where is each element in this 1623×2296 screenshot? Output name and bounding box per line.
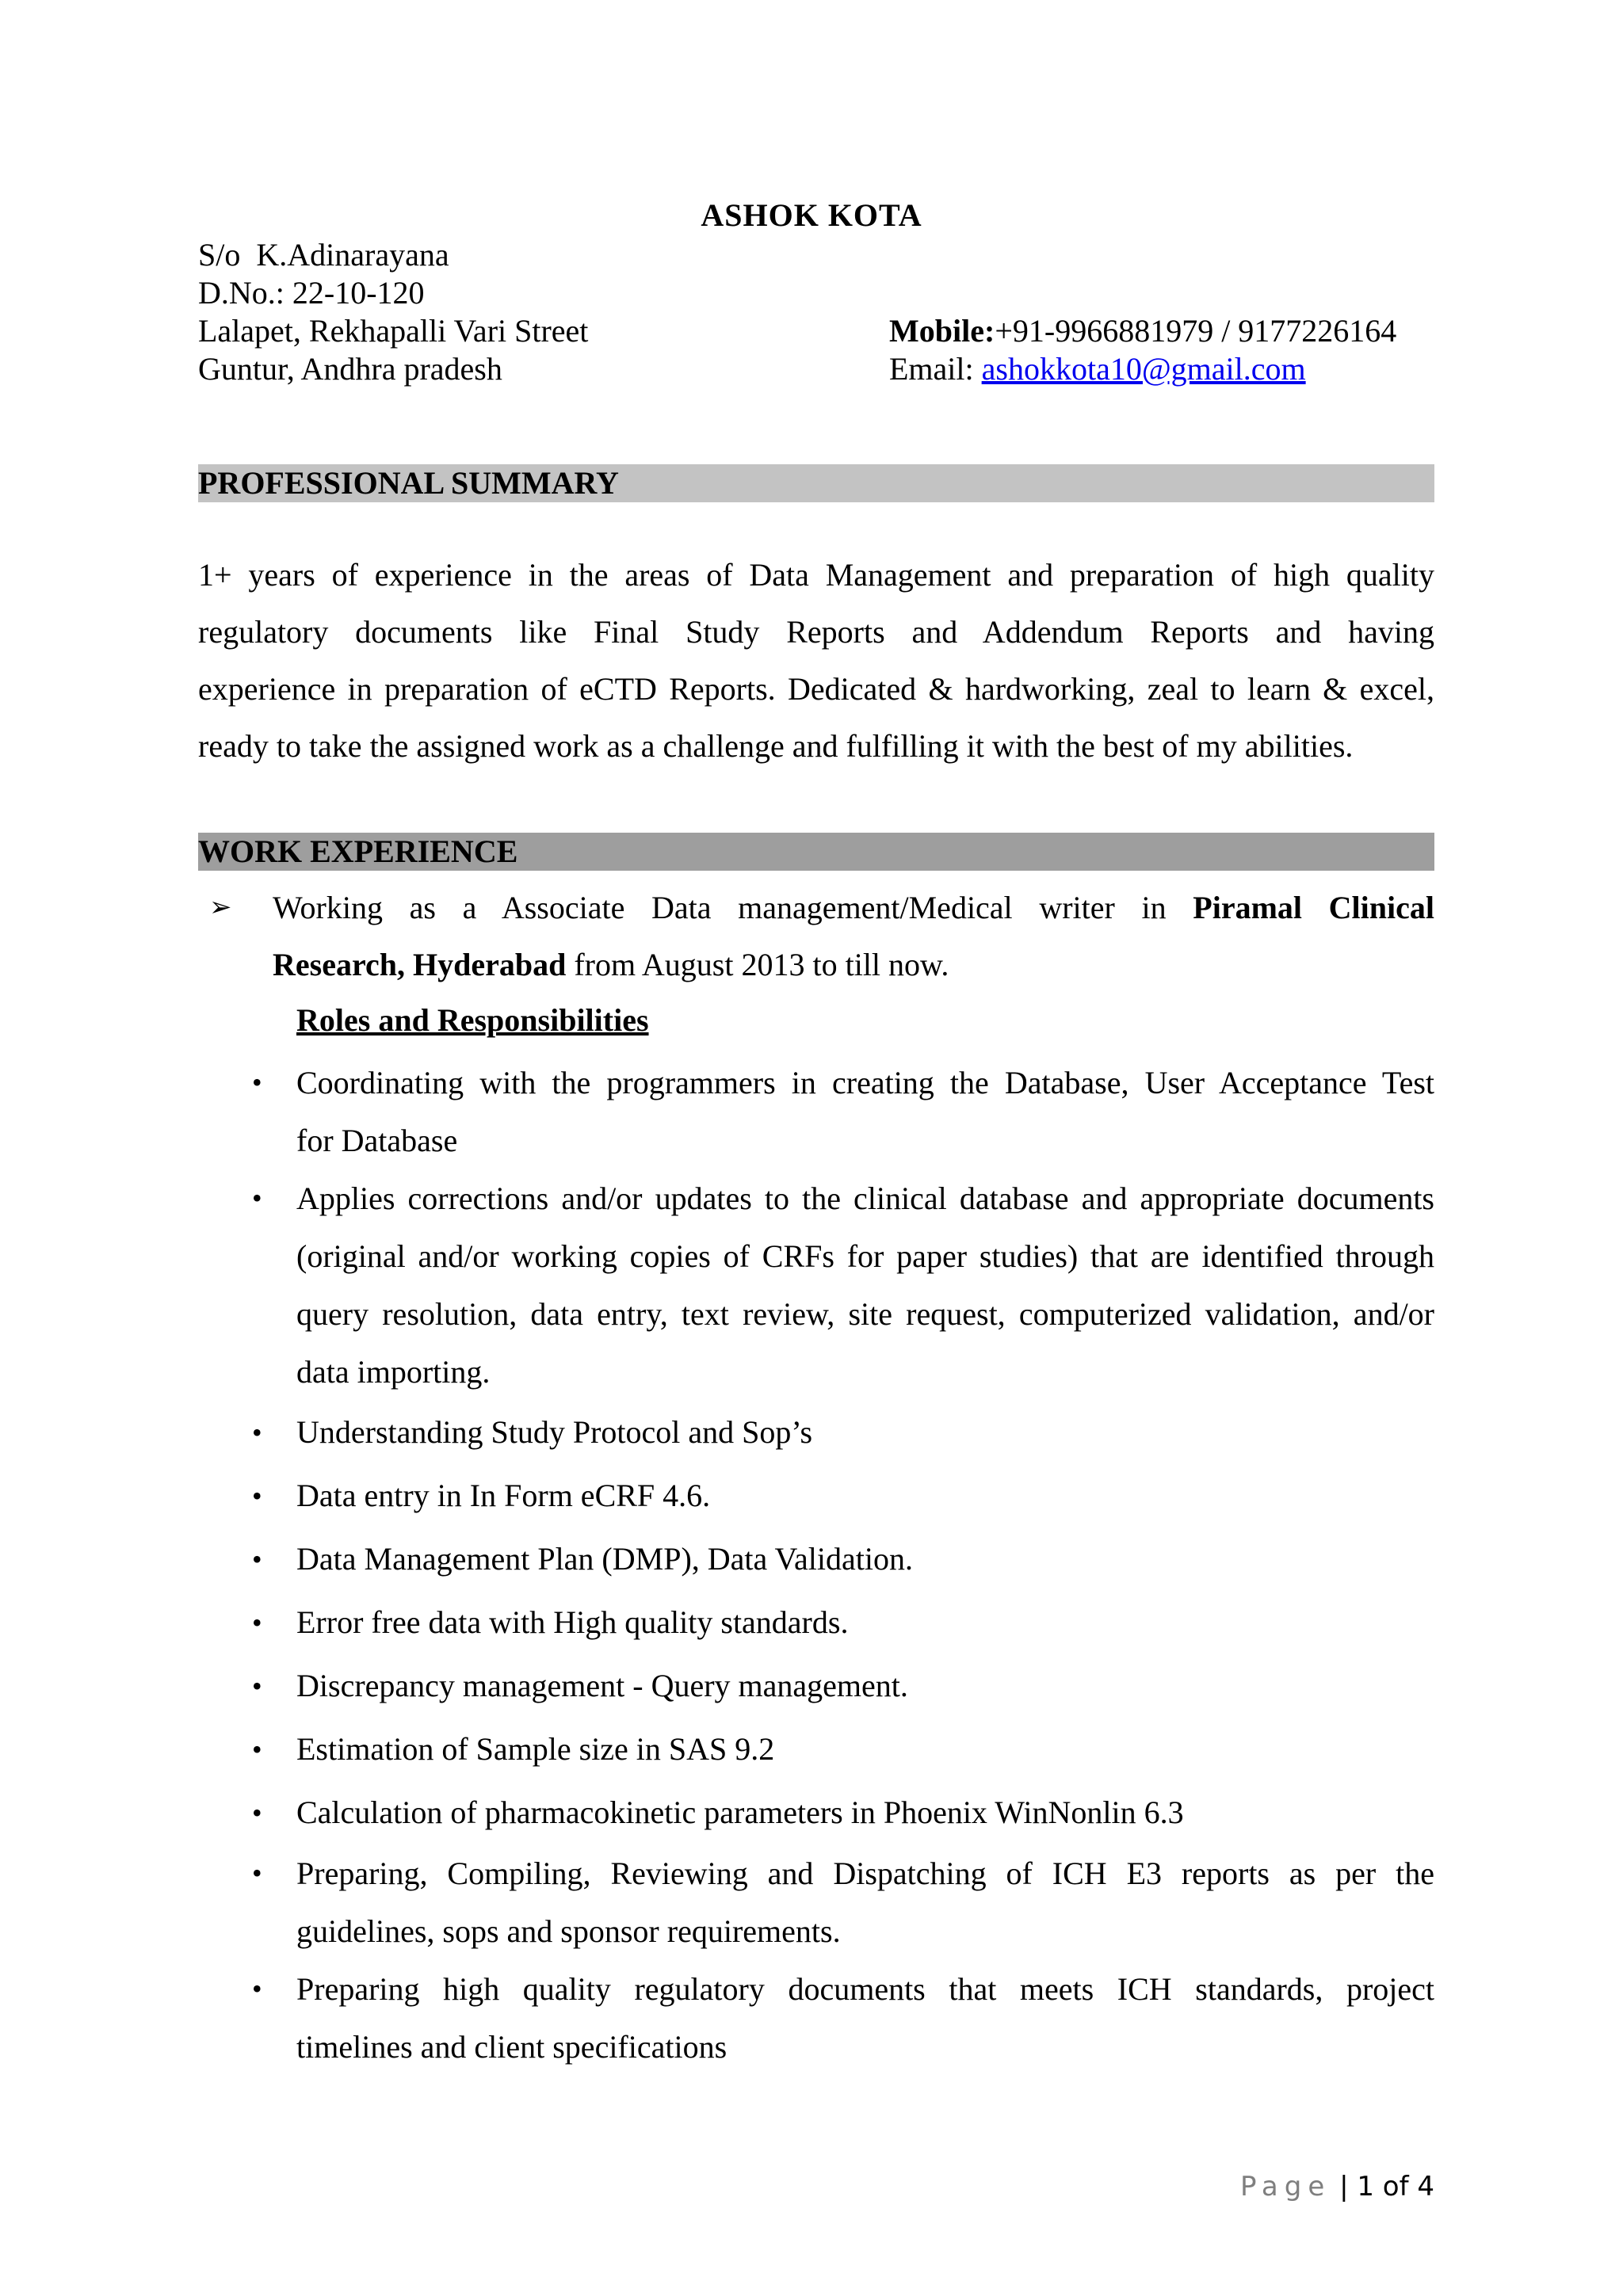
bullet-icon: • <box>252 1733 262 1765</box>
responsibility-line: query resolution, data entry, text review, site request, computerized validation, and/or <box>296 1296 1434 1332</box>
bullet-icon: • <box>252 1857 262 1889</box>
address-line-3: Lalapet, Rekhapalli Vari Street <box>198 313 589 349</box>
page-footer <box>1240 2171 1434 2203</box>
work-experience-heading: WORK EXPERIENCE <box>198 833 1434 871</box>
responsibility-item <box>198 1464 1434 1527</box>
experience-line-1 <box>198 879 1434 936</box>
bullet-icon: • <box>252 1417 262 1448</box>
responsibility-item <box>198 1654 1434 1718</box>
responsibility-line: timelines and client specifications <box>296 2029 727 2065</box>
company-name-part-2: Research, Hyderabad <box>273 947 567 982</box>
responsibility-line: data importing. <box>296 1354 491 1390</box>
address-line-4: Guntur, Andhra pradesh <box>198 351 502 387</box>
mobile-contact <box>889 312 1396 350</box>
responsibility-line: Preparing high quality regulatory documents that meets ICH standards, project <box>296 1971 1434 2007</box>
responsibility-line: Preparing, Compiling, Reviewing and Dispatching of ICH E3 reports as per the <box>296 1855 1434 1891</box>
address-line-1: S/o K.Adinarayana <box>198 237 449 273</box>
experience-entry <box>198 879 1434 994</box>
bullet-icon: • <box>252 1480 262 1512</box>
responsibility-item <box>198 1527 1434 1591</box>
responsibility-item <box>198 1844 1434 1960</box>
responsibility-item <box>198 1169 1434 1401</box>
responsibility-line: (original and/or working copies of CRFs for paper studies) that are identified through <box>296 1238 1434 1274</box>
responsibilities-list <box>198 1054 1434 2076</box>
bullet-icon: • <box>252 1607 262 1638</box>
experience-period: from August 2013 to till now. <box>566 947 949 982</box>
responsibility-item <box>198 1960 1434 2076</box>
responsibility-line: Estimation of Sample size in SAS 9.2 <box>296 1731 775 1767</box>
summary-line: experience in preparation of eCTD Reports. Dedicated & hardworking, zeal to learn & excel, <box>198 671 1434 707</box>
company-name-part-1: Piramal Clinical <box>1193 890 1434 925</box>
responsibility-item <box>198 1718 1434 1781</box>
responsibility-line: Calculation of pharmacokinetic parameters in Phoenix WinNonlin 6.3 <box>296 1794 1184 1830</box>
responsibility-line: Data entry in In Form eCRF 4.6. <box>296 1478 711 1513</box>
bullet-icon: • <box>252 1973 262 2004</box>
summary-line: regulatory documents like Final Study Reports and Addendum Reports and having <box>198 614 1434 650</box>
bullet-icon: • <box>252 1797 262 1829</box>
responsibility-item <box>198 1401 1434 1464</box>
page-separator: | <box>1331 2171 1358 2203</box>
experience-line-2 <box>198 936 1434 994</box>
mobile-value: +91-9966881979 / 9177226164 <box>995 313 1397 349</box>
mobile-label: Mobile: <box>889 313 995 349</box>
responsibility-line: Coordinating with the programmers in creating the Database, User Acceptance Test <box>296 1065 1434 1100</box>
bullet-icon: • <box>252 1182 262 1214</box>
bullet-icon: • <box>252 1670 262 1702</box>
responsibility-line: for Database <box>296 1123 458 1158</box>
email-contact <box>889 350 1306 388</box>
page-number: 1 of 4 <box>1357 2171 1434 2203</box>
summary-line: 1+ years of experience in the areas of Data Management and preparation of high quality <box>198 557 1434 593</box>
responsibility-line: Data Management Plan (DMP), Data Validation. <box>296 1541 913 1577</box>
arrow-bullet-icon: ➢ <box>209 893 232 922</box>
responsibility-line: Discrepancy management - Query management. <box>296 1668 908 1703</box>
responsibility-line: Error free data with High quality standards. <box>296 1604 849 1640</box>
email-label: Email: <box>889 351 982 387</box>
responsibility-line: Understanding Study Protocol and Sop’s <box>296 1414 813 1450</box>
responsibility-item <box>198 1054 1434 1169</box>
responsibility-item <box>198 1781 1434 1844</box>
responsibility-line: guidelines, sops and sponsor requirements. <box>296 1913 841 1949</box>
responsibility-line: Applies corrections and/or updates to the clinical database and appropriate documents <box>296 1180 1434 1216</box>
summary-line: ready to take the assigned work as a challenge and fulfilling it with the best of my abilities. <box>198 728 1354 764</box>
bullet-icon: • <box>252 1066 262 1098</box>
bullet-icon: • <box>252 1543 262 1575</box>
candidate-name: ASHOK KOTA <box>701 197 922 233</box>
address-line-2: D.No.: 22-10-120 <box>198 275 425 311</box>
roles-heading: Roles and Responsibilities <box>296 1002 649 1038</box>
page-word: Page <box>1239 2171 1331 2203</box>
experience-role-text: Working as a Associate Data management/Medical writer in <box>273 890 1193 925</box>
responsibility-item <box>198 1591 1434 1654</box>
professional-summary-text <box>198 547 1434 775</box>
professional-summary-heading: PROFESSIONAL SUMMARY <box>198 464 1434 502</box>
email-link[interactable]: ashokkota10@gmail.com <box>981 351 1306 387</box>
